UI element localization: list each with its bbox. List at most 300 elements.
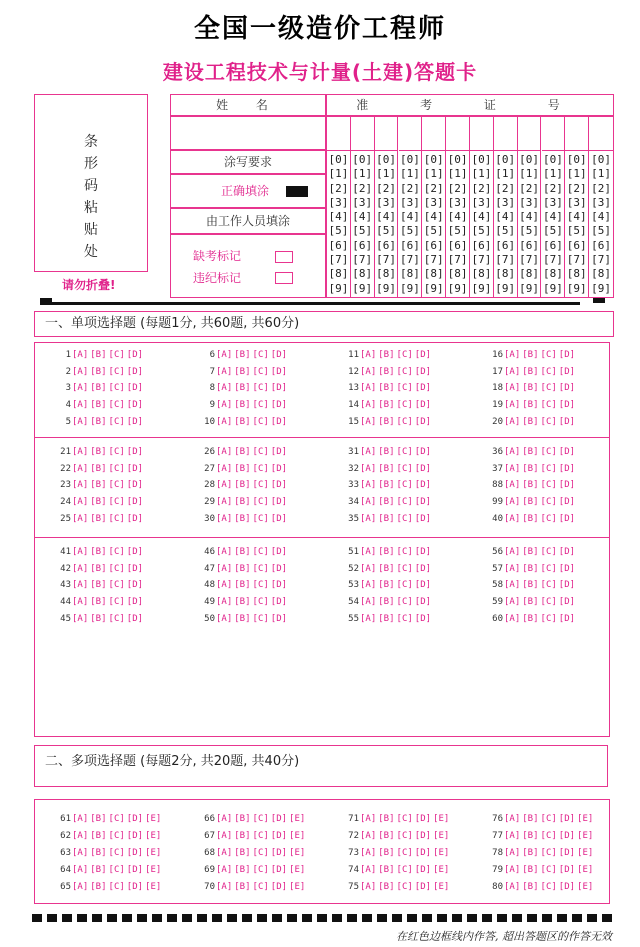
answer-bubble[interactable]: [C] [108,597,125,608]
answer-bubble[interactable]: [B] [234,563,251,574]
exam-id-bubble[interactable]: [6] [542,238,563,252]
answer-bubble[interactable]: [D] [558,848,576,858]
exam-id-bubble[interactable]: [9] [447,281,468,295]
answer-bubble[interactable]: [B] [90,447,107,457]
answer-bubble[interactable]: [A] [216,383,233,394]
answer-bubble[interactable]: [D] [126,463,144,474]
exam-id-bubble[interactable]: [1] [566,167,587,181]
exam-id-bubble[interactable]: [1] [447,167,468,181]
exam-id-bubble[interactable]: [3] [376,195,396,209]
answer-bubble[interactable]: [C] [108,814,125,824]
answer-bubble[interactable]: [D] [558,463,576,474]
answer-bubble[interactable]: [D] [126,366,144,377]
exam-id-digit-box[interactable] [399,117,422,151]
answer-bubble[interactable]: [C] [108,831,125,841]
answer-bubble[interactable]: [A] [360,831,377,841]
answer-bubble[interactable]: [A] [360,580,377,591]
exam-id-bubble[interactable]: [3] [328,195,349,209]
exam-id-digit-box[interactable] [565,117,588,151]
answer-bubble[interactable]: [B] [234,463,251,474]
answer-bubble[interactable]: [A] [360,416,377,427]
answer-bubble[interactable]: [D] [558,882,576,892]
answer-bubble[interactable]: [C] [252,480,269,491]
answer-bubble[interactable]: [C] [540,547,557,557]
answer-bubble[interactable]: [D] [414,547,432,557]
answer-bubble[interactable]: [D] [558,831,576,841]
answer-bubble[interactable]: [E] [433,848,450,858]
exam-id-digit-box[interactable] [351,117,374,151]
answer-bubble[interactable]: [D] [270,848,288,858]
answer-bubble[interactable]: [C] [540,831,557,841]
exam-id-bubble[interactable]: [2] [376,181,396,195]
exam-id-bubble[interactable]: [5] [328,224,349,238]
answer-bubble[interactable]: [A] [504,383,521,394]
exam-id-bubble[interactable]: [2] [495,181,516,195]
answer-bubble[interactable]: [C] [108,848,125,858]
answer-bubble[interactable]: [B] [378,848,395,858]
answer-bubble[interactable]: [A] [216,350,233,360]
exam-id-digit-box[interactable] [422,117,445,151]
answer-bubble[interactable]: [D] [270,350,288,360]
answer-bubble[interactable]: [B] [90,463,107,474]
answer-bubble[interactable]: [A] [504,563,521,574]
answer-bubble[interactable]: [B] [522,350,539,360]
exam-id-bubble[interactable]: [9] [423,281,444,295]
answer-bubble[interactable]: [B] [90,400,107,411]
answer-bubble[interactable]: [C] [540,597,557,608]
answer-bubble[interactable]: [D] [414,480,432,491]
exam-id-bubble[interactable]: [4] [495,210,516,224]
answer-bubble[interactable]: [B] [522,547,539,557]
answer-bubble[interactable]: [A] [504,463,521,474]
exam-id-bubble[interactable]: [9] [566,281,587,295]
answer-bubble[interactable]: [D] [558,400,576,411]
answer-bubble[interactable]: [B] [522,366,539,377]
answer-bubble[interactable]: [A] [216,497,233,508]
answer-bubble[interactable]: [C] [396,383,413,394]
answer-bubble[interactable]: [D] [270,831,288,841]
exam-id-bubble[interactable]: [8] [399,267,420,281]
answer-bubble[interactable]: [B] [378,383,395,394]
answer-bubble[interactable]: [C] [252,400,269,411]
exam-id-bubble[interactable]: [8] [542,267,563,281]
exam-id-bubble[interactable]: [5] [591,224,611,238]
answer-bubble[interactable]: [C] [540,383,557,394]
answer-bubble[interactable]: [E] [145,865,162,875]
answer-bubble[interactable]: [B] [90,882,107,892]
answer-bubble[interactable]: [A] [216,865,233,875]
answer-bubble[interactable]: [D] [126,814,144,824]
exam-id-bubble[interactable]: [6] [328,238,349,252]
answer-bubble[interactable]: [A] [72,463,89,474]
answer-bubble[interactable]: [C] [396,882,413,892]
exam-id-bubble[interactable]: [5] [471,224,492,238]
exam-id-bubble[interactable]: [5] [352,224,373,238]
answer-bubble[interactable]: [C] [108,480,125,491]
exam-id-bubble[interactable]: [9] [542,281,563,295]
answer-bubble[interactable]: [A] [360,814,377,824]
absent-mark-box[interactable] [275,251,293,263]
answer-bubble[interactable]: [B] [378,497,395,508]
exam-id-bubble[interactable]: [9] [352,281,373,295]
exam-id-bubble[interactable]: [6] [519,238,539,252]
answer-bubble[interactable]: [D] [414,447,432,457]
answer-bubble[interactable]: [D] [414,865,432,875]
answer-bubble[interactable]: [A] [72,580,89,591]
answer-bubble[interactable]: [C] [108,383,125,394]
answer-bubble[interactable]: [C] [396,547,413,557]
answer-bubble[interactable]: [D] [414,513,432,524]
exam-id-bubble[interactable]: [8] [471,267,492,281]
answer-bubble[interactable]: [A] [504,400,521,411]
answer-bubble[interactable]: [D] [414,814,432,824]
answer-bubble[interactable]: [A] [360,597,377,608]
exam-id-bubble[interactable]: [2] [447,181,468,195]
answer-bubble[interactable]: [B] [522,848,539,858]
answer-bubble[interactable]: [B] [522,513,539,524]
answer-bubble[interactable]: [D] [270,463,288,474]
answer-bubble[interactable]: [E] [289,882,306,892]
exam-id-bubble[interactable]: [6] [447,238,468,252]
answer-bubble[interactable]: [D] [558,563,576,574]
answer-bubble[interactable]: [E] [145,848,162,858]
exam-id-bubble[interactable]: [0] [399,153,420,166]
exam-id-bubble[interactable]: [7] [495,253,516,267]
answer-bubble[interactable]: [C] [540,563,557,574]
answer-bubble[interactable]: [B] [378,580,395,591]
name-field[interactable] [170,116,326,150]
answer-bubble[interactable]: [D] [414,366,432,377]
answer-bubble[interactable]: [A] [504,580,521,591]
answer-bubble[interactable]: [D] [270,400,288,411]
answer-bubble[interactable]: [B] [90,613,107,624]
answer-bubble[interactable]: [A] [72,350,89,360]
exam-id-digit-box[interactable] [494,117,517,151]
answer-bubble[interactable]: [D] [414,350,432,360]
answer-bubble[interactable]: [D] [270,416,288,427]
answer-bubble[interactable]: [B] [90,513,107,524]
exam-id-bubble[interactable]: [1] [423,167,444,181]
answer-bubble[interactable]: [D] [126,400,144,411]
answer-bubble[interactable]: [C] [396,831,413,841]
answer-bubble[interactable]: [B] [522,463,539,474]
answer-bubble[interactable]: [B] [378,865,395,875]
answer-bubble[interactable]: [E] [289,831,306,841]
exam-id-bubble[interactable]: [3] [471,195,492,209]
answer-bubble[interactable]: [D] [558,350,576,360]
answer-bubble[interactable]: [A] [504,831,521,841]
exam-id-digit-box[interactable] [589,117,613,151]
answer-bubble[interactable]: [D] [558,366,576,377]
exam-id-bubble[interactable]: [3] [591,195,611,209]
answer-bubble[interactable]: [C] [252,580,269,591]
answer-bubble[interactable]: [A] [216,882,233,892]
answer-bubble[interactable]: [C] [396,400,413,411]
exam-id-bubble[interactable]: [2] [542,181,563,195]
answer-bubble[interactable]: [D] [558,547,576,557]
answer-bubble[interactable]: [A] [72,513,89,524]
answer-bubble[interactable]: [C] [108,416,125,427]
answer-bubble[interactable]: [D] [558,383,576,394]
exam-id-bubble[interactable]: [3] [423,195,444,209]
answer-bubble[interactable]: [B] [90,366,107,377]
answer-bubble[interactable]: [C] [396,848,413,858]
answer-bubble[interactable]: [D] [270,613,288,624]
answer-bubble[interactable]: [C] [252,597,269,608]
exam-id-bubble[interactable]: [8] [495,267,516,281]
answer-bubble[interactable]: [B] [234,400,251,411]
exam-id-bubble[interactable]: [5] [519,224,539,238]
answer-bubble[interactable]: [A] [216,814,233,824]
answer-bubble[interactable]: [D] [126,480,144,491]
exam-id-bubble[interactable]: [7] [542,253,563,267]
answer-bubble[interactable]: [A] [504,366,521,377]
answer-bubble[interactable]: [A] [360,848,377,858]
answer-bubble[interactable]: [C] [540,400,557,411]
answer-bubble[interactable]: [D] [270,497,288,508]
answer-bubble[interactable]: [B] [378,613,395,624]
exam-id-bubble[interactable]: [7] [591,253,611,267]
answer-bubble[interactable]: [A] [504,597,521,608]
exam-id-digit-box[interactable] [542,117,565,151]
exam-id-bubble[interactable]: [0] [542,153,563,166]
answer-bubble[interactable]: [D] [558,814,576,824]
exam-id-digit-box[interactable] [375,117,398,151]
answer-bubble[interactable]: [E] [433,865,450,875]
exam-id-bubble[interactable]: [9] [591,281,611,295]
answer-bubble[interactable]: [E] [433,882,450,892]
exam-id-bubble[interactable]: [2] [471,181,492,195]
answer-bubble[interactable]: [E] [145,831,162,841]
answer-bubble[interactable]: [D] [126,597,144,608]
exam-id-bubble[interactable]: [3] [399,195,420,209]
answer-bubble[interactable]: [B] [90,831,107,841]
answer-bubble[interactable]: [D] [558,597,576,608]
exam-id-bubble[interactable]: [7] [566,253,587,267]
exam-id-bubble[interactable]: [7] [519,253,539,267]
exam-id-bubble[interactable]: [1] [542,167,563,181]
answer-bubble[interactable]: [C] [540,513,557,524]
answer-bubble[interactable]: [D] [414,580,432,591]
answer-bubble[interactable]: [A] [360,547,377,557]
exam-id-bubble[interactable]: [2] [423,181,444,195]
exam-id-bubble[interactable]: [7] [399,253,420,267]
answer-bubble[interactable]: [B] [522,383,539,394]
exam-id-bubble[interactable]: [2] [352,181,373,195]
answer-bubble[interactable]: [D] [270,580,288,591]
exam-id-bubble[interactable]: [3] [542,195,563,209]
answer-bubble[interactable]: [D] [126,513,144,524]
answer-bubble[interactable]: [B] [522,563,539,574]
answer-bubble[interactable]: [A] [72,447,89,457]
exam-id-bubble[interactable]: [8] [423,267,444,281]
exam-id-bubble[interactable]: [5] [376,224,396,238]
answer-bubble[interactable]: [B] [90,865,107,875]
exam-id-bubble[interactable]: [0] [376,153,396,166]
answer-bubble[interactable]: [D] [558,416,576,427]
answer-bubble[interactable]: [A] [72,400,89,411]
answer-bubble[interactable]: [B] [90,848,107,858]
answer-bubble[interactable]: [A] [504,613,521,624]
answer-bubble[interactable]: [B] [234,350,251,360]
exam-id-bubble[interactable]: [8] [591,267,611,281]
answer-bubble[interactable]: [C] [540,480,557,491]
answer-bubble[interactable]: [B] [90,480,107,491]
exam-id-bubble[interactable]: [2] [566,181,587,195]
answer-bubble[interactable]: [C] [252,848,269,858]
exam-id-bubble[interactable]: [9] [399,281,420,295]
answer-bubble[interactable]: [B] [90,547,107,557]
answer-bubble[interactable]: [D] [126,580,144,591]
answer-bubble[interactable]: [A] [360,865,377,875]
answer-bubble[interactable]: [A] [504,865,521,875]
answer-bubble[interactable]: [D] [126,831,144,841]
exam-id-bubble[interactable]: [1] [328,167,349,181]
answer-bubble[interactable]: [B] [234,865,251,875]
answer-bubble[interactable]: [C] [108,563,125,574]
answer-bubble[interactable]: [E] [145,882,162,892]
answer-bubble[interactable]: [A] [504,547,521,557]
answer-bubble[interactable]: [A] [504,882,521,892]
exam-id-bubble[interactable]: [0] [495,153,516,166]
answer-bubble[interactable]: [C] [108,882,125,892]
exam-id-bubble[interactable]: [7] [447,253,468,267]
answer-bubble[interactable]: [D] [126,613,144,624]
exam-id-digit-box[interactable] [518,117,541,151]
answer-bubble[interactable]: [D] [270,882,288,892]
answer-bubble[interactable]: [E] [433,831,450,841]
exam-id-bubble[interactable]: [2] [328,181,349,195]
exam-id-bubble[interactable]: [0] [352,153,373,166]
answer-bubble[interactable]: [E] [289,814,306,824]
exam-id-bubble[interactable]: [8] [328,267,349,281]
answer-bubble[interactable]: [D] [414,416,432,427]
answer-bubble[interactable]: [C] [396,580,413,591]
answer-bubble[interactable]: [C] [252,865,269,875]
answer-bubble[interactable]: [B] [90,563,107,574]
answer-bubble[interactable]: [B] [522,814,539,824]
exam-id-bubble[interactable]: [4] [591,210,611,224]
answer-bubble[interactable]: [B] [234,383,251,394]
answer-bubble[interactable]: [D] [270,480,288,491]
answer-bubble[interactable]: [A] [72,882,89,892]
answer-bubble[interactable]: [A] [216,597,233,608]
exam-id-bubble[interactable]: [6] [376,238,396,252]
answer-bubble[interactable]: [A] [72,597,89,608]
exam-id-bubble[interactable]: [4] [471,210,492,224]
exam-id-bubble[interactable]: [4] [399,210,420,224]
answer-bubble[interactable]: [A] [360,463,377,474]
answer-bubble[interactable]: [D] [414,597,432,608]
answer-bubble[interactable]: [A] [216,416,233,427]
answer-bubble[interactable]: [C] [396,865,413,875]
answer-bubble[interactable]: [C] [396,597,413,608]
answer-bubble[interactable]: [A] [216,366,233,377]
exam-id-bubble[interactable]: [4] [352,210,373,224]
answer-bubble[interactable]: [D] [270,865,288,875]
answer-bubble[interactable]: [C] [108,463,125,474]
answer-bubble[interactable]: [A] [72,613,89,624]
exam-id-bubble[interactable]: [4] [376,210,396,224]
exam-id-bubble[interactable]: [0] [447,153,468,166]
exam-id-bubble[interactable]: [4] [566,210,587,224]
answer-bubble[interactable]: [A] [216,848,233,858]
exam-id-bubble[interactable]: [0] [423,153,444,166]
exam-id-bubble[interactable]: [4] [519,210,539,224]
answer-bubble[interactable]: [D] [558,865,576,875]
answer-bubble[interactable]: [C] [540,613,557,624]
exam-id-digit-box[interactable] [470,117,493,151]
answer-bubble[interactable]: [E] [577,814,594,824]
answer-bubble[interactable]: [B] [378,480,395,491]
answer-bubble[interactable]: [C] [540,447,557,457]
exam-id-bubble[interactable]: [8] [376,267,396,281]
answer-bubble[interactable]: [D] [270,513,288,524]
answer-bubble[interactable]: [D] [558,480,576,491]
exam-id-bubble[interactable]: [8] [566,267,587,281]
exam-id-bubble[interactable]: [5] [447,224,468,238]
answer-bubble[interactable]: [B] [378,563,395,574]
answer-bubble[interactable]: [A] [72,563,89,574]
exam-id-bubble[interactable]: [5] [566,224,587,238]
exam-id-bubble[interactable]: [6] [399,238,420,252]
exam-id-bubble[interactable]: [0] [591,153,611,166]
exam-id-bubble[interactable]: [7] [471,253,492,267]
answer-bubble[interactable]: [C] [252,882,269,892]
answer-bubble[interactable]: [D] [126,547,144,557]
answer-bubble[interactable]: [C] [108,350,125,360]
answer-bubble[interactable]: [A] [72,480,89,491]
answer-bubble[interactable]: [D] [558,447,576,457]
answer-bubble[interactable]: [B] [378,547,395,557]
answer-bubble[interactable]: [D] [270,366,288,377]
answer-bubble[interactable]: [B] [522,882,539,892]
answer-bubble[interactable]: [B] [234,547,251,557]
answer-bubble[interactable]: [A] [216,513,233,524]
exam-id-bubble[interactable]: [3] [352,195,373,209]
exam-id-bubble[interactable]: [1] [519,167,539,181]
answer-bubble[interactable]: [A] [360,563,377,574]
answer-bubble[interactable]: [E] [577,882,594,892]
answer-bubble[interactable]: [D] [126,447,144,457]
answer-bubble[interactable]: [C] [540,497,557,508]
answer-bubble[interactable]: [B] [90,416,107,427]
answer-bubble[interactable]: [B] [234,848,251,858]
answer-bubble[interactable]: [A] [216,463,233,474]
answer-bubble[interactable]: [C] [108,400,125,411]
answer-bubble[interactable]: [D] [126,497,144,508]
exam-id-bubble[interactable]: [1] [399,167,420,181]
answer-bubble[interactable]: [D] [414,831,432,841]
answer-bubble[interactable]: [D] [270,814,288,824]
exam-id-bubble[interactable]: [6] [352,238,373,252]
answer-bubble[interactable]: [D] [126,563,144,574]
answer-bubble[interactable]: [D] [414,882,432,892]
answer-bubble[interactable]: [E] [289,865,306,875]
answer-bubble[interactable]: [C] [252,563,269,574]
answer-bubble[interactable]: [C] [108,497,125,508]
answer-bubble[interactable]: [A] [72,416,89,427]
answer-bubble[interactable]: [C] [252,547,269,557]
answer-bubble[interactable]: [B] [378,463,395,474]
exam-id-bubble[interactable]: [6] [471,238,492,252]
answer-bubble[interactable]: [A] [504,848,521,858]
answer-bubble[interactable]: [B] [522,865,539,875]
answer-bubble[interactable]: [D] [270,447,288,457]
answer-bubble[interactable]: [D] [558,580,576,591]
answer-bubble[interactable]: [B] [234,447,251,457]
exam-id-bubble[interactable]: [5] [542,224,563,238]
